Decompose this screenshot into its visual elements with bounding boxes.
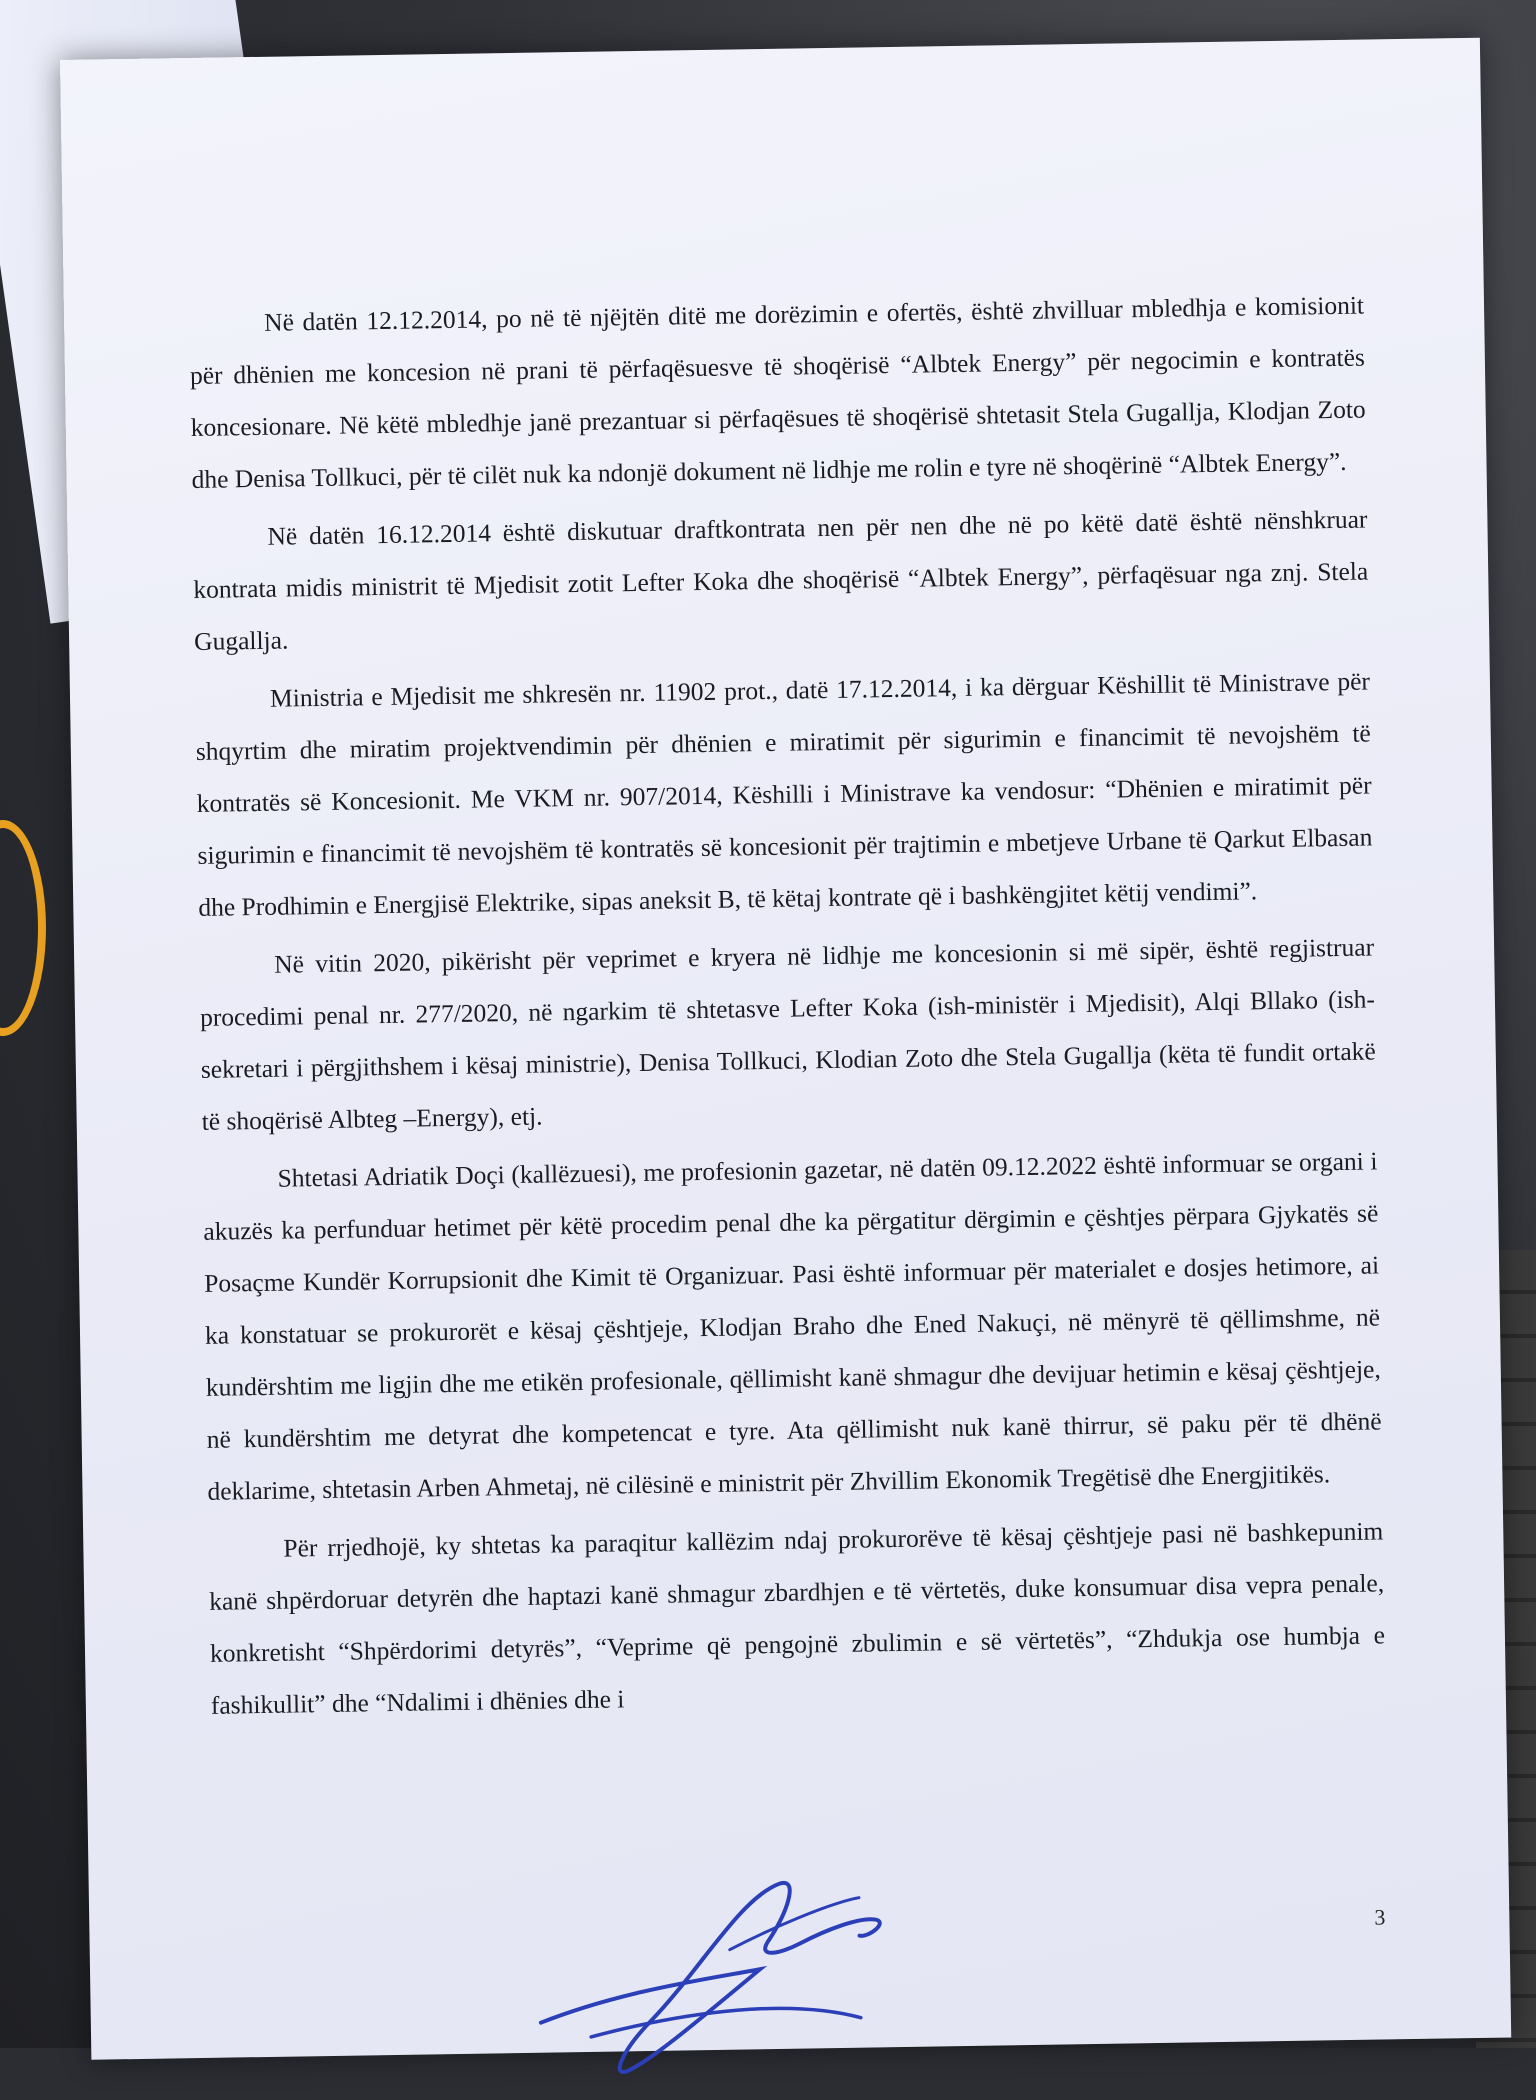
paragraph-2: Në datën 16.12.2014 është diskutuar draftkontrata nen për nen dhe në po këtë datë është nënshkruar kontrata midis ministrit të Mjedisit zotit Lefter Koka dhe shoqërisë “Albtek Energy”, përfaqësuar nga znj. Stela Gugallja. <box>193 504 1369 656</box>
document-page <box>60 38 1511 2060</box>
signature-icon <box>528 1856 952 2093</box>
paragraph-3: Ministria e Mjedisit me shkresën nr. 11902 prot., datë 17.12.2014, i ka dërguar Këshillit të Ministrave për shqyrtim dhe miratim projektvendimin për dhënien e miratimit për sigurimin e financimit të nevojshëm të kontratës së Koncesionit. Me VKM nr. 907/2014, Këshilli i Ministrave ka vendosur: “Dhënien e miratimit për sigurimin e financimit të nevojshëm të kontratës së koncesionit për trajtimin e mbetjeve Urbane të Qarkut Elbasan dhe Prodhimin e Energjisë Elektrike, sipas aneksit B, të këtaj kontrate që i bashkëngjitet këtij vendimi”. <box>195 666 1373 922</box>
document-body <box>189 280 1386 1738</box>
paragraph-6: Për rrjedhojë, ky shtetas ka paraqitur kallëzim ndaj prokurorëve të kësaj çështjeje pasi në bashkepunim kanë shpërdoruar detyrën dhe haptazi kanë shmagur zbardhjen e të vërtetës, duke konsumuar disa vepra penale, konkretisht “Shpërdorimi detyrës”, “Veprime që pengojnë zbulimin e së vërtetës”, “Zhdukja ose humbja e fashikullit” dhe “Ndalimi i dhënies dhe i <box>209 1516 1386 1720</box>
page-number: 3 <box>1374 1904 1386 1930</box>
paragraph-1: Në datën 12.12.2014, po në të njëjtën ditë me dorëzimin e ofertës, është zhvilluar mbledhja e komisionit për dhënien me koncesion në prani të përfaqësuesve të shoqërisë “Albtek Energy” për negocimin e kontratës koncesionare. Në këtë mbledhje janë prezantuar si përfaqësues të shoqërisë shtetasit Stela Gugallja, Klodjan Zoto dhe Denisa Tollkuci, për të cilët nuk ka ndonjë dokument në lidhje me rolin e tyre në shoqërinë “Albtek Energy”. <box>189 290 1366 494</box>
paragraph-4: Në vitin 2020, pikërisht për veprimet e kryera në lidhje me koncesionin si më sipër, është regjistruar procedimi penal nr. 277/2020, në ngarkim të shtetasve Lefter Koka (ish-ministër i Mjedisit), Alqi Bllako (ish-sekretari i përgjithshem i kësaj ministrie), Denisa Tollkuci, Klodian Zoto dhe Stela Gugallja (këta të fundit ortakë të shoqërisë Albteg –Energy), etj. <box>199 932 1376 1136</box>
paragraph-5: Shtetasi Adriatik Doçi (kallëzuesi), me profesionin gazetar, në datën 09.12.2022 është informuar se organi i akuzës ka perfunduar hetimet për këtë procedim penal dhe ka përgatitur dërgimin e çështjes përpara Gjykatës së Posaçme Kundër Korrupsionit dhe Kimit të Organizuar. Pasi është informuar për materialet e dosjes hetimore, ai ka konstatuar se prokurorët e kësaj çështjeje, Klodjan Braho dhe Ened Nakuçi, në mënyrë të qëllimshme, në kundërshtim me ligjin dhe me etikën profesionale, qëllimisht kanë shmagur dhe devijuar hetimin e kësaj çështjeje, në kundërshtim me detyrat dhe kompetencat e tyre. Ata qëllimisht nuk kanë thirrur, së paku për të dhënë deklarime, shtetasin Arben Ahmetaj, në cilësinë e ministrit për Zhvillim Ekonomik Tregëtisë dhe Energjitikës. <box>203 1146 1382 1506</box>
